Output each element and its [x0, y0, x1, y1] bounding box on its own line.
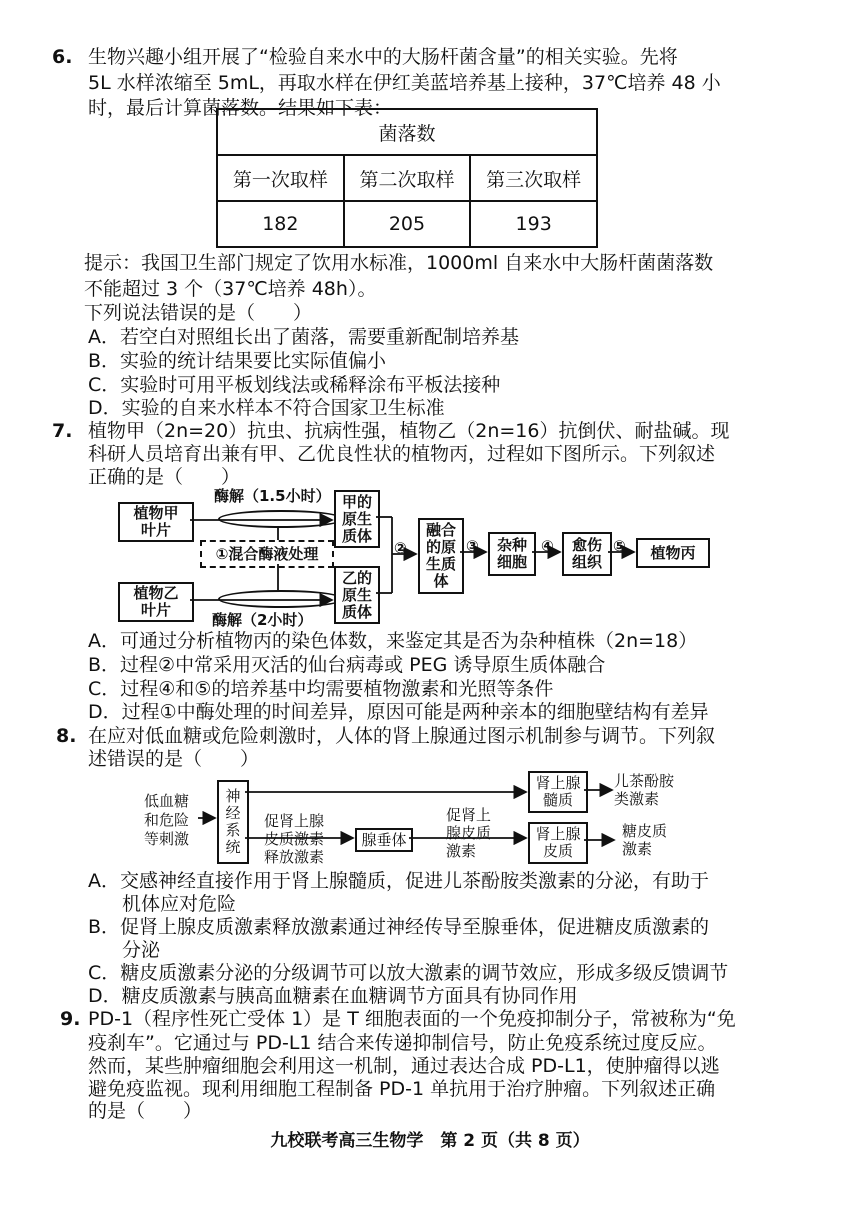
q7-text-line: 正确的是（ ）: [88, 466, 241, 488]
catecholamine-line: 儿茶酚胺: [614, 772, 675, 790]
protoplast-b-box: [334, 566, 380, 624]
q6-hint: 提示：我国卫生部门规定了饮用水标准，1000ml 自来水中大肠杆菌菌落数: [84, 252, 714, 274]
q9-number: 9.: [60, 1008, 81, 1030]
catecholamine-label: [614, 772, 674, 808]
box-label: 原生: [341, 509, 372, 528]
glucocorticoid-label: [622, 822, 667, 858]
q8-text-line: 述错误的是（ ）: [88, 748, 260, 770]
q7-option-b[interactable]: B．过程②中常采用灭活的仙台病毒或 PEG 诱导原生质体融合: [88, 654, 606, 676]
step-4-label: ④: [541, 537, 554, 555]
nervous-system-box: [217, 780, 249, 864]
q6-text-line: 生物兴趣小组开展了“检验自来水中的大肠杆菌含量”的相关实验。先将: [88, 46, 678, 68]
box-label: 甲的: [341, 492, 372, 511]
q6-text-line: 时，最后计算菌落数。结果如下表：: [88, 97, 393, 119]
fused-protoplast-box: [418, 518, 464, 594]
q6-stem: 下列说法错误的是（ ）: [84, 302, 313, 324]
q7-option-d[interactable]: D．过程①中酶处理的时间差异，原因可能是两种亲本的细胞壁结构有差异: [88, 701, 709, 723]
box-label: 肾上腺: [535, 774, 581, 792]
q8-text-line: 在应对低血糖或危险刺激时，人体的肾上腺通过图示机制参与调节。下列叙: [88, 725, 716, 747]
q9-text-line: PD-1（程序性死亡受体 1）是 T 细胞表面的一个免疫抑制分子，常被称为“免: [88, 1008, 736, 1030]
q6-option-d[interactable]: D．实验的自来水样本不符合国家卫生标准: [88, 397, 445, 419]
box-label: 皮质: [542, 842, 573, 860]
box-label: 融合: [425, 521, 456, 539]
box-label: 神: [225, 787, 241, 805]
stimulus-label: [144, 792, 189, 849]
page-footer: 九校联考高三生物学 第 2 页（共 8 页）: [270, 1131, 590, 1151]
protoplast-a-box: [334, 490, 380, 548]
table-cell: 182: [217, 201, 344, 247]
q6-option-a[interactable]: A．若空白对照组长出了菌落，需要重新配制培养基: [88, 326, 519, 348]
box-label: 质体: [341, 526, 372, 545]
step-3-label: ③: [466, 537, 479, 555]
q6-text-line: 5L 水样浓缩至 5mL，再取水样在伊红美蓝培养基上接种，37℃培养 48 小: [88, 72, 721, 94]
table-header: 第一次取样: [217, 155, 344, 201]
step-2-label: ②: [394, 539, 407, 557]
box-label: 植物甲: [133, 504, 179, 522]
q7-number: 7.: [52, 420, 73, 442]
q6-number: 6.: [52, 46, 73, 68]
box-label: 细胞: [496, 553, 527, 571]
q8-option-a-cont[interactable]: 机体应对危险: [122, 893, 237, 915]
q8-option-b[interactable]: B．促肾上腺皮质激素释放激素通过神经传导至腺垂体，促进糖皮质激素的: [88, 916, 710, 938]
box-label: 体: [433, 572, 449, 590]
box-label: 原生: [341, 585, 372, 604]
q7-text-line: 植物甲（2n=20）抗虫、抗病性强，植物乙（2n=16）抗倒伏、耐盐碱。现: [88, 420, 730, 442]
box-label: 质体: [341, 602, 372, 621]
enzyme-top-label: 酶解（1.5小时）: [214, 487, 331, 505]
q7-option-c[interactable]: C．过程④和⑤的培养基中均需要植物激素和光照等条件: [88, 678, 554, 700]
crh-line: 皮质激素: [264, 830, 325, 848]
colony-count-table: [216, 108, 598, 248]
stimulus-line: 低血糖: [144, 792, 190, 810]
mix-enzyme-box: [200, 540, 334, 568]
box-label: 愈伤: [571, 536, 602, 554]
q8-number: 8.: [56, 725, 77, 747]
plant-a-leaf-box: [118, 502, 194, 542]
crh-line: 释放激素: [264, 848, 325, 866]
plant-b-leaf-box: [118, 582, 194, 622]
glucocorticoid-line: 激素: [622, 840, 653, 858]
hybrid-cell-box: [488, 532, 536, 576]
box-label: 植物丙: [650, 543, 696, 562]
q8-option-c[interactable]: C．糖皮质激素分泌的分级调节可以放大激素的调节效应，形成多级反馈调节: [88, 962, 729, 984]
callus-box: [562, 532, 612, 576]
q8-option-d[interactable]: D．糖皮质激素与胰高血糖素在血糖调节方面具有协同作用: [88, 985, 578, 1007]
q9-text-line: 然而，某些肿瘤细胞会利用这一机制，通过表达合成 PD-L1，使肿瘤得以逃: [88, 1055, 720, 1077]
q8-option-b-cont[interactable]: 分泌: [122, 939, 161, 961]
acth-line: 激素: [446, 842, 477, 860]
q6-hint: 不能超过 3 个（37℃培养 48h）。: [84, 278, 377, 300]
box-label: 乙的: [341, 568, 372, 587]
pituitary-box: [355, 828, 413, 852]
table-cell: 193: [470, 201, 597, 247]
glucocorticoid-line: 糖皮质: [622, 822, 668, 840]
box-label: 髓质: [542, 791, 573, 809]
adrenal-cortex-box: [528, 822, 588, 864]
acth-label: [446, 806, 491, 860]
q9-text-line: 疫刹车”。它通过与 PD-L1 结合来传递抑制信号，防止免疫系统过度反应。: [88, 1032, 717, 1054]
box-label: 叶片: [140, 601, 171, 619]
box-label: 叶片: [140, 521, 171, 539]
box-label: 肾上腺: [535, 825, 581, 843]
q7-text-line: 科研人员培育出兼有甲、乙优良性状的植物丙，过程如下图所示。下列叙述: [88, 443, 716, 465]
table-cell: 205: [344, 201, 471, 247]
box-label: 腺垂体: [361, 830, 407, 849]
table-header: 第二次取样: [344, 155, 471, 201]
q9-text-line: 的是（ ）: [88, 1100, 203, 1122]
q6-option-b[interactable]: B．实验的统计结果要比实际值偏小: [88, 350, 387, 372]
stimulus-line: 等刺激: [144, 830, 190, 848]
q9-text-line: 避免疫监视。现利用细胞工程制备 PD-1 单抗用于治疗肿瘤。下列叙述正确: [88, 1078, 716, 1100]
box-label: 植物乙: [133, 584, 179, 602]
adrenal-medulla-box: [528, 771, 588, 813]
box-label: 统: [225, 838, 241, 856]
stimulus-line: 和危险: [144, 811, 190, 829]
q8-option-a[interactable]: A．交感神经直接作用于肾上腺髓质，促进儿茶酚胺类激素的分泌，有助于: [88, 870, 709, 892]
plant-c-box: [636, 538, 710, 568]
petri-dish-top-icon: [218, 510, 344, 528]
petri-dish-bottom-icon: [218, 590, 344, 608]
table-title: 菌落数: [217, 109, 597, 155]
box-label: 经: [225, 804, 241, 822]
step-5-label: ⑤: [613, 537, 626, 555]
catecholamine-line: 类激素: [614, 790, 660, 808]
box-label: ①混合酶液处理: [215, 544, 319, 563]
box-label: 杂种: [496, 536, 527, 554]
enzyme-bottom-label: 酶解（2小时）: [212, 611, 313, 629]
crh-line: 促肾上腺: [264, 812, 325, 830]
box-label: 组织: [571, 553, 602, 571]
box-label: 的原: [425, 538, 456, 556]
box-label: 系: [225, 821, 241, 839]
table-header: 第三次取样: [470, 155, 597, 201]
acth-line: 促肾上: [446, 806, 492, 824]
crh-label: [264, 812, 324, 866]
acth-line: 腺皮质: [446, 824, 492, 842]
q7-option-a[interactable]: A．可通过分析植物丙的染色体数，来鉴定其是否为杂种植株（2n=18）: [88, 630, 698, 652]
q6-option-c[interactable]: C．实验时可用平板划线法或稀释涂布平板法接种: [88, 374, 501, 396]
box-label: 生质: [425, 555, 456, 573]
